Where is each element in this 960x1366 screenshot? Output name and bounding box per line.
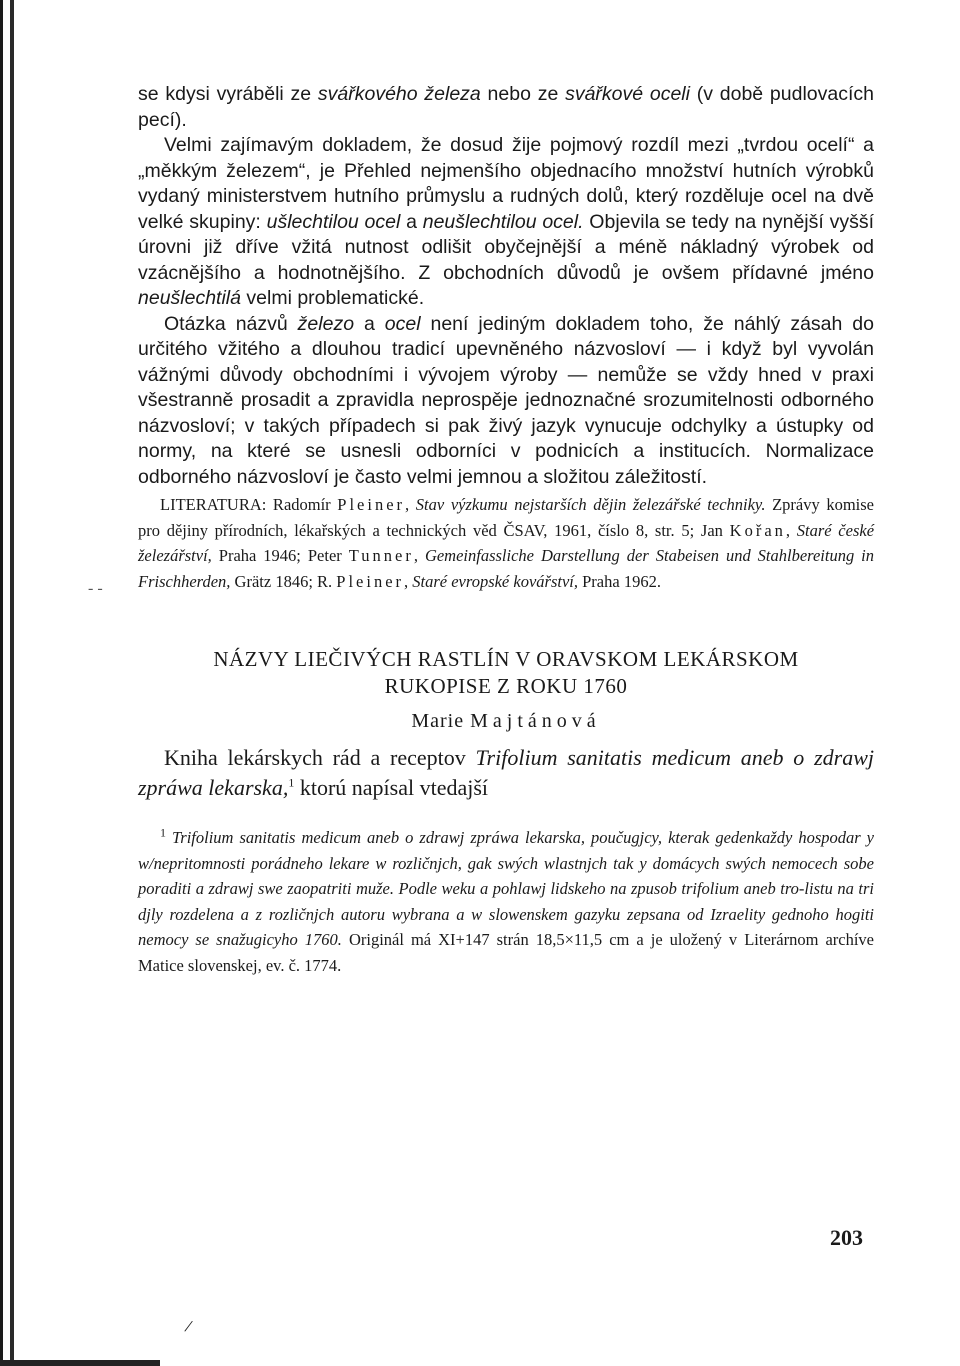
page-content: [138, 82, 874, 995]
page-edge-shadow: [0, 1360, 160, 1366]
page-number: 203: [830, 1225, 863, 1250]
stray-pen-mark: /: [183, 1315, 195, 1337]
paragraph-1: se kdysi vyráběli ze svářkového železa nebo ze svářkové oceli (v době pudlovacích pecí).: [138, 83, 874, 131]
paragraph-3: Otázka názvů železo a ocel není jediným dokladem toho, že náhlý zásah do určitého vžitého a dlouhou tradicí upevněného názvosloví — i když byl vyvolán vážnými důvody obchodními i vývojem výroby — nemůže se vždy hned v praxi všestranně prosadit a zpravidla neprospěje jednoznačné srozumitelnosti odborného názvosloví; v takých případech si pak živý jazyk vynucuje odchylky a ústupky od normy, na které se usnesli odborníci v podnicích a institucích. Normalizace odborného názvosloví je často velmi jemnou a složitou záležitostí.: [138, 312, 874, 488]
literature-references: LITERATURA: Radomír Pleiner, Stav výzkumu nejstarších dějin železářské techniky. Zprávy komise pro dějiny přírodních, lékařských a technických věd ČSAV, 1961, číslo 8, str. 5; Jan Kořan, Staré české železářství, Praha 1946; Peter Tunner, Gemeinfassliche Darstellung der Stabeisen und Stahlbereitung in Frischherden, Grätz 1846; R. Pleiner, Staré evropské kovářství, Praha 1962.: [138, 495, 875, 591]
article-title: NÁZVY LIEČIVÝCH RASTLÍN V ORAVSKOM LEKÁRSKOM RUKOPISE Z ROKU 1760: [213, 647, 799, 698]
paragraph-2: Velmi zajímavým dokladem, že dosud žije pojmový rozdíl mezi „tvrdou ocelí“ a „měkkým železem“, je Přehled nejmenšího objednacího množství hutních výrobků vydaný ministerstvem hutního průmyslu a rudných dolů, který rozděluje ocel na dvě velké skupiny: ušlechtilou ocel a neušlechtilou ocel. Objevila se tedy na nynější vyšší úrovni již dříve vžitá nutnost odlišit obyčejnější a méně nákladný výrobek od vzácnějšího a hodnotnějšího. Z obchodních důvodů je ovšem přídavné jméno neušlechtilá velmi problematické.: [138, 134, 874, 309]
body-text: [138, 82, 874, 490]
book-spine-shadow: [0, 0, 26, 1366]
footnote-1: $^1$ Trifolium sanitatis medicum aneb o zdrawj zpráwa lekarska, poučugjcy, kterak gedenkaždy hospodar y w/nepritomnosti porádneho lekare w rozličnjch, gak swých wlastnjch tak y domácych swých nemocech sobe poraditi a zdrawj swe zaopatriti muže. Podle weku a pohlawj lidskeho na zpusob trifolium aneb tro-listu na tri djly rozdelena a z rozličnjch autoru wybrana a w slowenskem gazyku zepsana od Izraelity gednoho hogiti nemocy se snažugicyho 1760. Originál má XI+147 strán 18,5×11,5 cm a je uložený v Literárnom archíve Matice slovenskej, ev. č. 1774.: [138, 825, 875, 975]
margin-mark: - -: [88, 580, 103, 597]
article-author: Marie Majtánová: [411, 710, 601, 732]
article-intro: Kniha lekárskych rád a receptov Trifolium sanitatis medicum aneb o zdrawj zpráwa lekarska,$^1$ ktorú napísal vtedajší: [138, 745, 874, 800]
